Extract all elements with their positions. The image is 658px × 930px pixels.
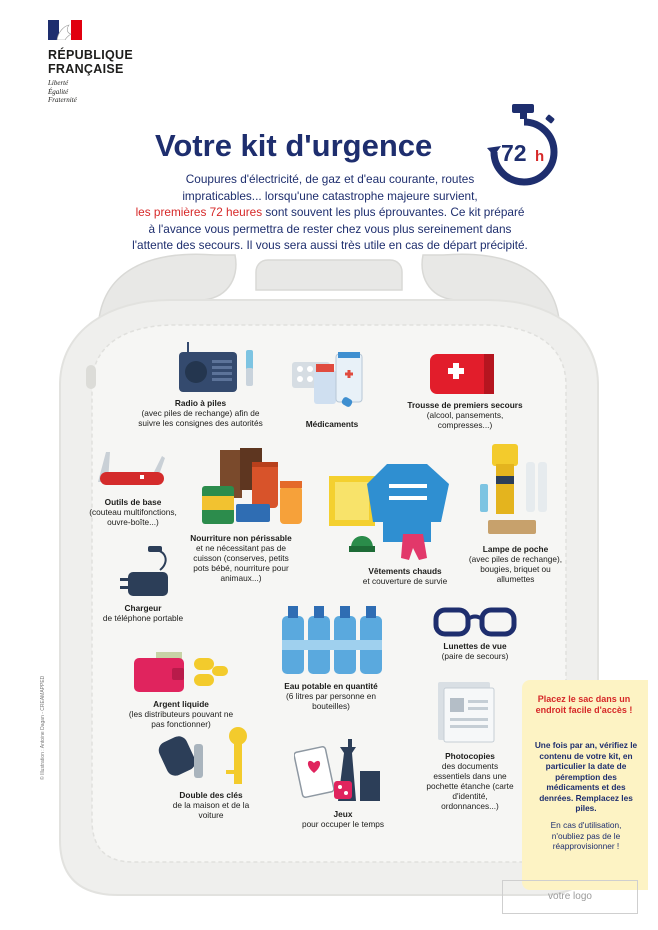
item-medicaments-title: Médicaments (305, 419, 359, 429)
item-argent-title: Argent liquide (153, 699, 209, 709)
intro-line1: Coupures d'électricité, de gaz et d'eau courante, routes (185, 172, 475, 186)
advice-note (522, 680, 648, 890)
item-eau (271, 681, 391, 711)
page-title: Votre kit d'urgence (155, 128, 433, 163)
item-cles (171, 790, 251, 820)
advice-note-para2: En cas d'utilisation, n'oubliez pas de le réapprovisionner ! (550, 820, 622, 851)
item-lampe-title: Lampe de poche (482, 544, 549, 554)
advice-note-title: Placez le sac dans un endroit facile d'accès ! (535, 694, 633, 715)
item-cles-title: Double des clés (179, 790, 243, 800)
multitool-knife-icon (92, 442, 174, 492)
timer-unit: h (535, 148, 545, 165)
item-cles-detail: de la maison et de la voiture (172, 800, 250, 820)
glasses-icon (432, 606, 518, 638)
intro-highlight: les premières 72 heures (135, 205, 263, 219)
intro-line5: l'attente des secours. Il vous sera aussi très utile en cas de départ précipité. (132, 238, 528, 252)
item-chargeur-detail: de téléphone portable (102, 613, 184, 623)
motto-fraternite: Fraternité (48, 96, 77, 104)
item-nourriture-title: Nourriture non périssable (190, 533, 292, 543)
item-lunettes (425, 641, 525, 661)
item-trousse-detail: (alcool, pansements, compresses...) (426, 410, 504, 430)
item-radio-detail: (avec piles de rechange) afin de suivre les consignes des autorités (138, 408, 263, 428)
item-jeux-detail: pour occuper le temps (301, 819, 385, 829)
keys-icon (156, 724, 252, 788)
item-lunettes-title: Lunettes de vue (443, 641, 507, 651)
water-bottles-icon (278, 596, 390, 676)
radio-icon (174, 340, 264, 395)
item-jeux (288, 809, 398, 829)
intro-line2: impraticables... lorsqu'une catastrophe majeure survient, (182, 188, 478, 203)
item-lampe-detail: (avec piles de rechange), bougies, briquet ou allumettes (468, 554, 563, 584)
games-icon (294, 737, 394, 807)
first-aid-kit-icon (428, 350, 498, 398)
charger-icon (118, 544, 186, 602)
item-trousse-title: Trousse de premiers secours (407, 400, 523, 410)
republic-name-line1: RÉPUBLIQUE (48, 48, 133, 62)
logo-placeholder-text: votre logo (548, 891, 592, 902)
motto-liberte: Liberté (48, 79, 69, 87)
timer-number: 72 (501, 140, 527, 166)
item-chargeur-title: Chargeur (124, 603, 162, 613)
item-eau-detail: (6 litres par personne en bouteilles) (286, 691, 376, 711)
item-radio-title: Radio à piles (174, 398, 227, 408)
item-jeux-title: Jeux (333, 809, 353, 819)
item-chargeur (88, 603, 198, 623)
intro-line3: sont souvent les plus éprouvantes. Ce kit préparé (262, 205, 525, 219)
item-argent-detail: (les distributeurs pouvant ne pas fonctionner) (128, 709, 234, 729)
documents-icon (436, 680, 498, 744)
item-photocopies-detail: des documents essentiels dans une pochette étanche (carte d'identité, ordonnances...) (426, 761, 514, 811)
logo-placeholder (502, 880, 638, 914)
illustration-credit: © Illustration : Antoine Dagan - CREAMAPPED (40, 675, 46, 780)
republic-name-line2: FRANÇAISE (48, 62, 124, 76)
item-outils-detail: (couteau multifonctions, ouvre-boîte...) (89, 507, 177, 527)
item-lampe (468, 544, 563, 584)
item-photocopies (425, 751, 515, 811)
advice-note-para1: Une fois par an, vérifiez le contenu de votre kit, en particulier la date de péremption des médicaments et des denrées. Remplacez les piles. (534, 740, 638, 813)
item-lunettes-detail: (paire de secours) (441, 651, 509, 661)
item-outils (78, 497, 188, 527)
item-photocopies-title: Photocopies (445, 751, 495, 761)
medicine-icon (290, 352, 375, 414)
food-cans-icon (200, 448, 305, 528)
warm-clothes-icon (327, 456, 457, 564)
item-outils-title: Outils de base (104, 497, 162, 507)
item-eau-title: Eau potable en quantité (284, 681, 378, 691)
item-vetements-title: Vêtements chauds (368, 566, 442, 576)
item-nourriture-detail: et ne nécessitant pas de cuisson (conserves, petits pots bébé, nourriture pour animaux...) (193, 543, 289, 583)
item-vetements (350, 566, 460, 586)
item-medicaments (282, 419, 382, 429)
flashlight-icon (478, 444, 558, 538)
item-radio (133, 398, 268, 428)
item-vetements-detail: et couverture de survie (362, 576, 448, 586)
wallet-money-icon (132, 650, 232, 696)
intro-line4: à l'avance vous permettra de rester chez vous plus sereinement dans (148, 221, 512, 236)
motto-egalite: Égalité (48, 87, 69, 96)
item-nourriture (186, 533, 296, 583)
item-trousse (400, 400, 530, 430)
